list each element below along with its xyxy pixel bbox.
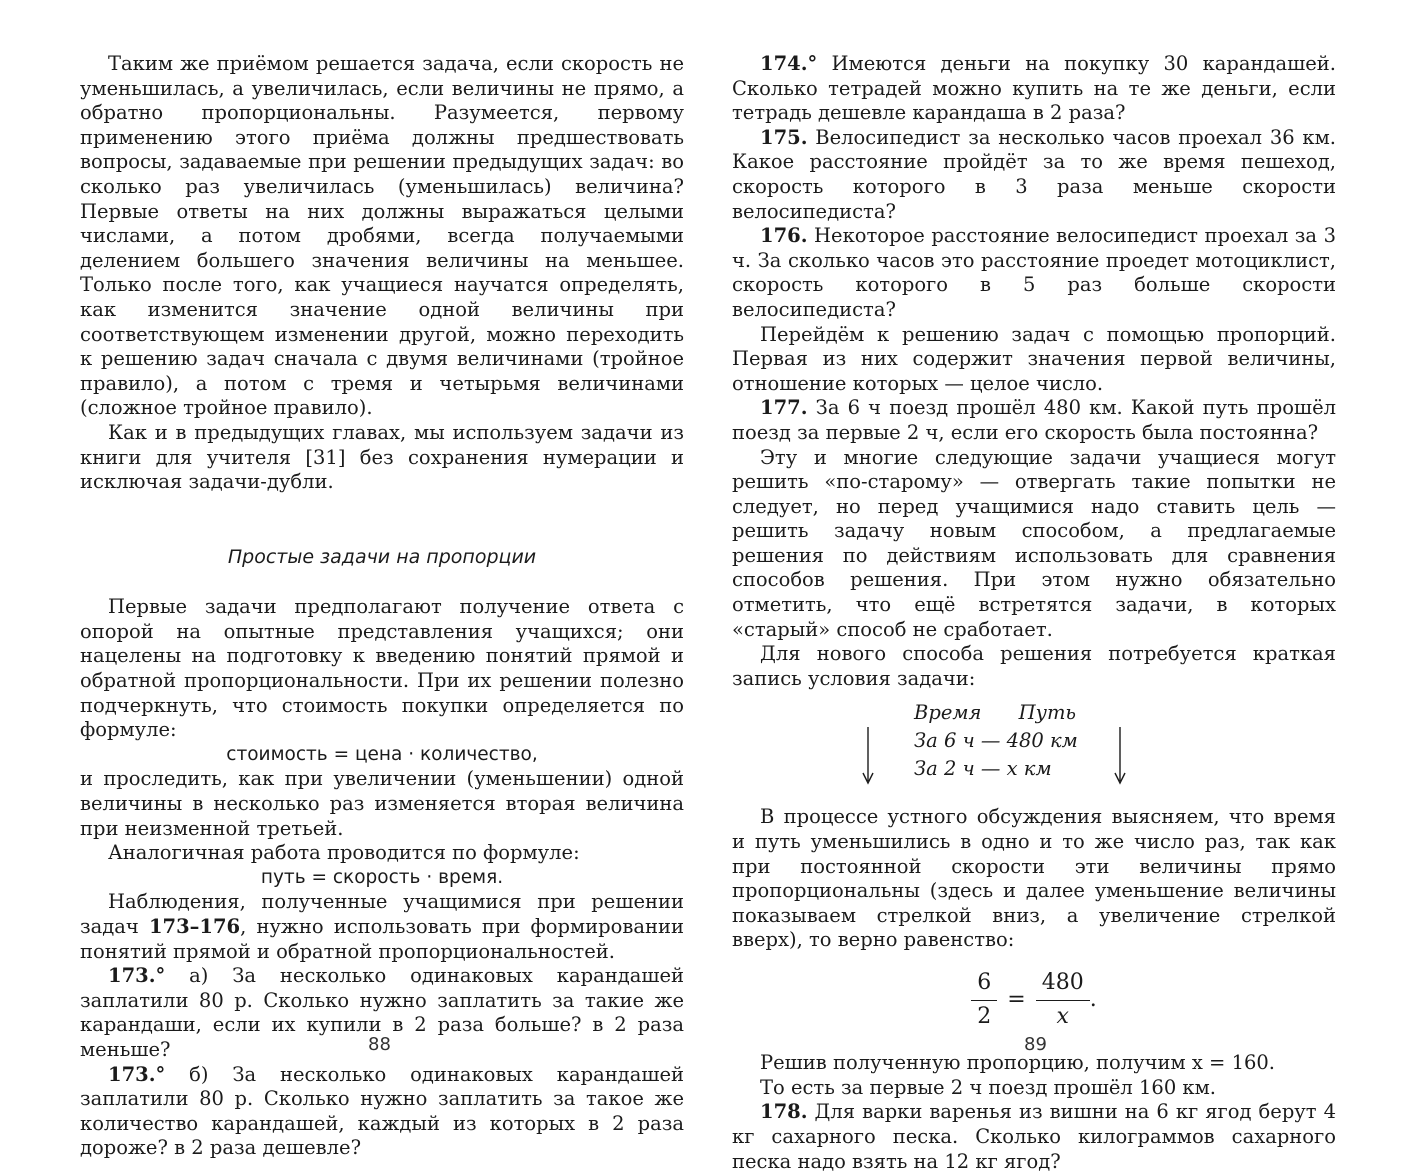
task-174 bbox=[732, 52, 1336, 126]
intro-paragraph: Таким же приёмом решается задача, если скорость не уменьшилась, а увеличилась, если величины не прямо, а обратно пропорциональны. Разумеется, первому применению этого приёма должны предшествовать вопросы, задаваемые при решении предыдущих задач: во сколько раз увеличилась (уменьшилась) величина? Первые ответы на них должны выражаться целыми числами, а потом дробями, всегда получаемыми делением большего значения величины на меньшее. Только после того, как учащиеся научатся определять, как изменится значение одной величины при соответствующем изменении другой, можно переходить к решению задач сначала с двумя величинами (тройное правило), а потом с тремя и четырьмя величинами (сложное тройное правило). bbox=[80, 52, 684, 420]
task-173b bbox=[80, 1063, 684, 1161]
fraction-left-numerator: 6 bbox=[977, 970, 992, 995]
task-text: За 6 ч поезд прошёл 480 км. Какой путь прошёл поезд за первые 2 ч, если его скорость была постоянна? bbox=[732, 396, 1336, 444]
fraction-left-denominator: 2 bbox=[977, 1003, 992, 1029]
task-number: 173.° bbox=[108, 964, 166, 988]
page-number-left: 88 bbox=[368, 1034, 391, 1055]
paragraph-proportions: Перейдём к решению задач с помощью пропорций. Первая из них содержит значения первой величины, отношение которых — целое число. bbox=[732, 322, 1336, 395]
section-heading: Простые задачи на пропорции bbox=[227, 545, 537, 568]
paragraph-trace: и проследить, как при увеличении (уменьшении) одной величины в несколько раз изменяется вторая величина при неизменной третьей. bbox=[80, 767, 684, 840]
scheme-row-1: За 6 ч — 480 км bbox=[914, 729, 1078, 753]
left-page bbox=[80, 52, 684, 1161]
paragraph-solution: Решив полученную пропорцию, получим x = 160. bbox=[760, 1051, 1275, 1075]
task-text: а) За несколько одинаковых карандашей заплатили 80 р. Сколько нужно заплатить за такие же карандаши, если их купили в 2 раза больше? в 2 раза меньше? bbox=[80, 964, 684, 1061]
paragraph-analogous: Аналогичная работа проводится по формуле: bbox=[108, 841, 580, 865]
paragraph-answer: То есть за первые 2 ч поезд прошёл 160 км. bbox=[760, 1075, 1216, 1099]
formula-path: путь = скорость · время. bbox=[260, 866, 504, 888]
intro-paragraph-2: Как и в предыдущих главах, мы используем задачи из книги для учителя [31] без сохранения нумерации и исключая задачи-дубли. bbox=[80, 420, 684, 494]
task-number: 174.° bbox=[760, 52, 818, 75]
scheme-row-2: За 2 ч — x км bbox=[914, 757, 1052, 781]
fraction-period: . bbox=[1089, 986, 1097, 1012]
paragraph-old-way: Эту и многие следующие задачи учащиеся могут решить «по-старому» — отвергать такие попытки не следует, но перед учащимися надо ставить цель — решить задачу новым способом, а предлагаемые решения по действиям использовать для сравнения способов решения. При этом нужно обязательно отметить, что ещё встретятся задачи, в которых «старый» способ не сработает. bbox=[732, 445, 1336, 641]
fraction-right-numerator: 480 bbox=[1041, 970, 1084, 995]
task-number: 176. bbox=[760, 224, 808, 248]
task-178 bbox=[732, 1100, 1336, 1174]
task-range: 173–176 bbox=[148, 915, 241, 938]
observations-text-end: , нужно использовать при формировании понятий прямой и обратной пропорциональностей. bbox=[80, 915, 684, 963]
task-text: Для варки варенья из вишни на 6 кг ягод берут 4 кг сахарного песка. Сколько килограммов сахарного песка надо взять на 12 кг ягод? bbox=[732, 1100, 1336, 1173]
task-176 bbox=[732, 224, 1336, 322]
fraction-right bbox=[1036, 971, 1090, 1029]
task-text: Некоторое расстояние велосипедист проехал за 3 ч. За сколько часов это расстояние проедет мотоциклист, скорость которого в 5 раз больше скорости велосипедиста? bbox=[732, 224, 1336, 321]
task-text: б) За несколько одинаковых карандашей заплатили 80 р. Сколько нужно заплатить за такое же количество карандашей, каждый из которых в 2 раза дороже? в 2 раза дешевле? bbox=[80, 1062, 684, 1160]
task-175 bbox=[732, 126, 1336, 224]
proportion-equation bbox=[732, 971, 1336, 1029]
paragraph-new-way: Для нового способа решения потребуется краткая запись условия задачи: bbox=[732, 642, 1336, 690]
short-notation-scheme bbox=[732, 697, 1336, 795]
task-number: 173.° bbox=[108, 1062, 166, 1086]
fraction-right-denominator: x bbox=[1056, 1003, 1069, 1029]
task-number: 178. bbox=[760, 1100, 808, 1124]
task-number: 175. bbox=[760, 125, 808, 149]
paragraph-discussion: В процессе устного обсуждения выясняем, что время и путь уменьшились в одно и то же число раз, так как при постоянной скорости эти величины прямо пропорциональны (здесь и далее уменьшение величины показываем стрелкой вниз, а увеличение стрелкой вверх), то верно равенство: bbox=[732, 805, 1336, 952]
observations-text-start: Наблюдения, полученные учащимися при решении задач bbox=[80, 890, 684, 938]
paragraph-first-tasks: Первые задачи предполагают получение ответа с опорой на опытные представления учащихся; они нацелены на подготовку к введению понятий прямой и обратной пропорциональности. При их решении полезно подчеркнуть, что стоимость покупки определяется по формуле: bbox=[80, 595, 684, 742]
right-page bbox=[732, 52, 1336, 1174]
formula-cost: стоимость = цена · количество, bbox=[226, 743, 538, 765]
task-177 bbox=[732, 396, 1336, 445]
task-text: Имеются деньги на покупку 30 карандашей. Сколько тетрадей можно купить на те же деньги, если тетрадь дешевле карандаша в 2 раза? bbox=[732, 52, 1336, 125]
task-number: 177. bbox=[760, 396, 808, 420]
scheme-arrows bbox=[732, 697, 1336, 795]
equals-sign: = bbox=[1007, 986, 1026, 1012]
page-number-right: 89 bbox=[1024, 1034, 1047, 1055]
fraction-left bbox=[971, 971, 997, 1029]
scheme-header: Время Путь bbox=[914, 701, 1077, 725]
paragraph-observations bbox=[80, 890, 684, 964]
task-text: Велосипедист за несколько часов проехал 36 км. Какое расстояние пройдёт за то же время пешеход, скорость которого в 3 раза меньше скорости велосипедиста? bbox=[732, 125, 1336, 223]
